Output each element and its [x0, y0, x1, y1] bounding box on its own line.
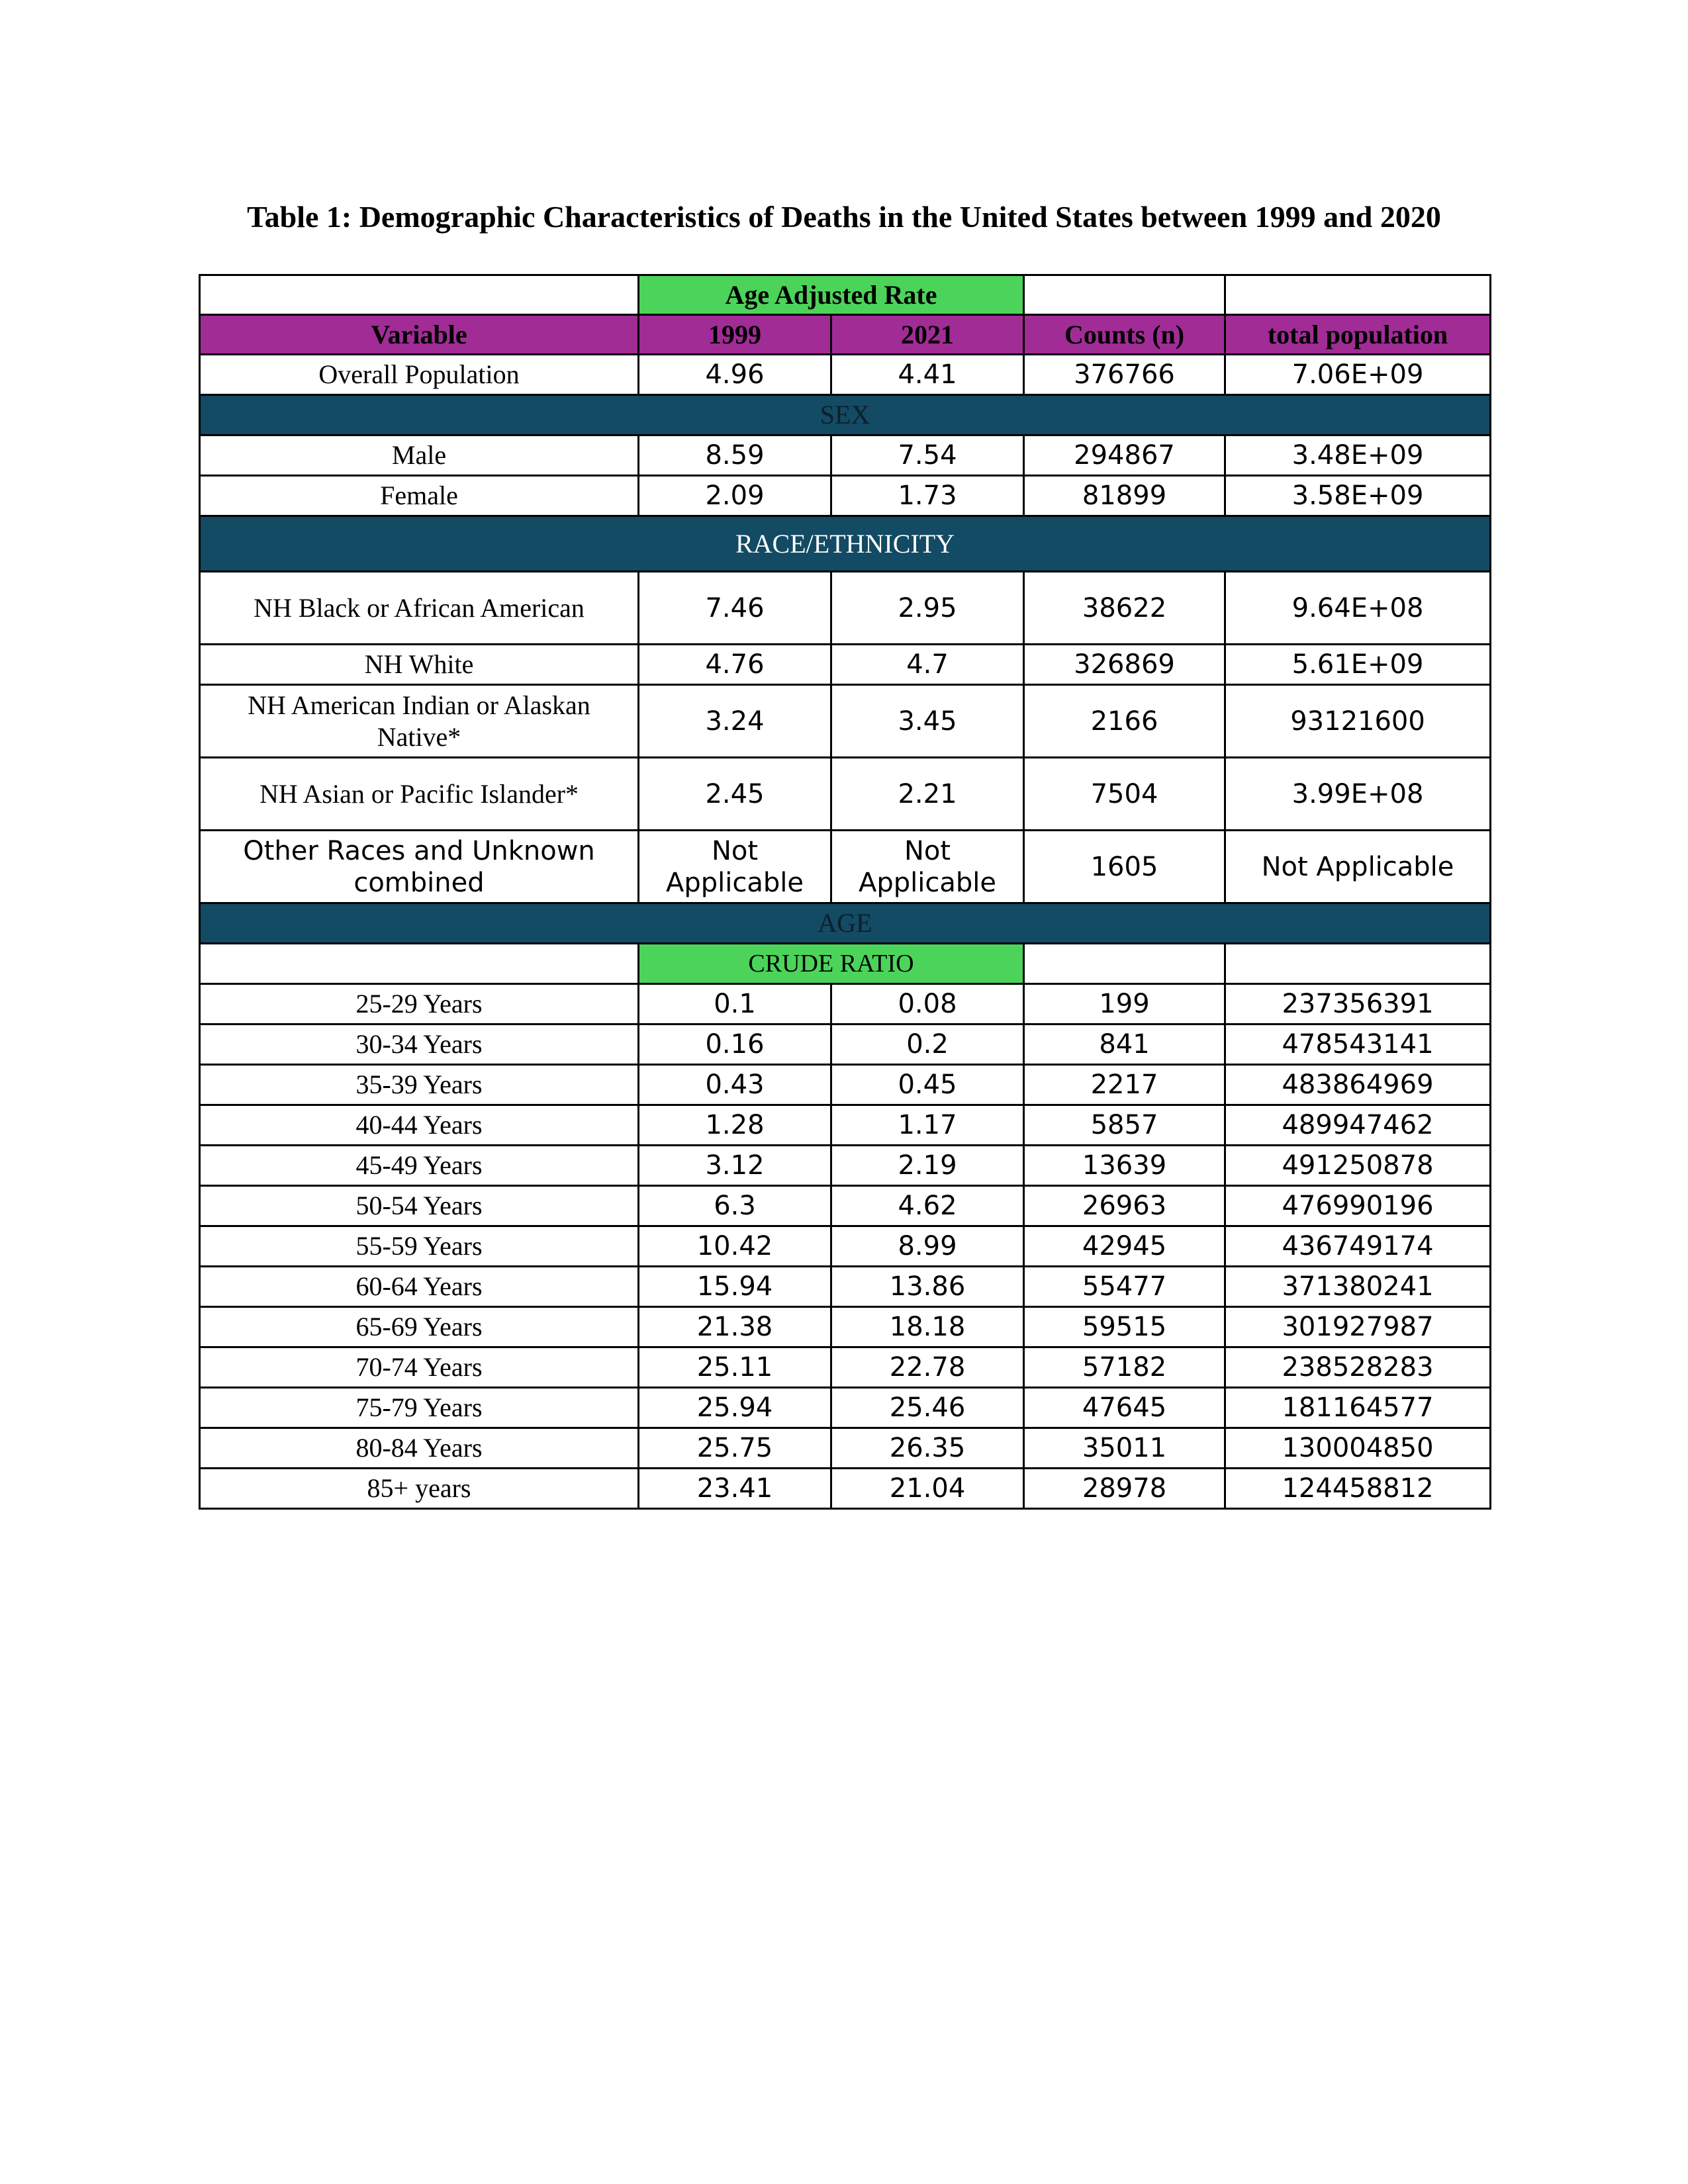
row-label: 25-29 Years — [200, 984, 639, 1024]
count: 38622 — [1024, 572, 1225, 645]
count: 5857 — [1024, 1105, 1225, 1146]
rate-2021: 0.45 — [831, 1065, 1024, 1105]
count: 42945 — [1024, 1226, 1225, 1267]
table-row — [200, 572, 1491, 645]
table-row — [200, 1469, 1491, 1509]
count: 294867 — [1024, 435, 1225, 476]
table-row — [200, 1267, 1491, 1307]
section-title: RACE/ETHNICITY — [200, 516, 1491, 572]
total-population: 93121600 — [1225, 685, 1491, 758]
total-population: 124458812 — [1225, 1469, 1491, 1509]
total-population: 476990196 — [1225, 1186, 1491, 1226]
rate-2021: 3.45 — [831, 685, 1024, 758]
table-row — [200, 1065, 1491, 1105]
total-population: 238528283 — [1225, 1347, 1491, 1388]
rate-2021: 21.04 — [831, 1469, 1024, 1509]
section-title: SEX — [200, 395, 1491, 435]
row-label: 30-34 Years — [200, 1024, 639, 1065]
row-label: Overall Population — [200, 355, 639, 395]
total-population: 489947462 — [1225, 1105, 1491, 1146]
rate-2021: 1.17 — [831, 1105, 1024, 1146]
rate-2021: 4.62 — [831, 1186, 1024, 1226]
count: 57182 — [1024, 1347, 1225, 1388]
count: 59515 — [1024, 1307, 1225, 1347]
section-title: AGE — [200, 903, 1491, 944]
total-population: 483864969 — [1225, 1065, 1491, 1105]
column-header-1999: 1999 — [639, 315, 831, 355]
age-adjusted-rate-header: Age Adjusted Rate — [639, 275, 1024, 315]
count: 7504 — [1024, 758, 1225, 831]
row-label: 50-54 Years — [200, 1186, 639, 1226]
table-row — [200, 685, 1491, 758]
count: 2166 — [1024, 685, 1225, 758]
rate-1999: 3.12 — [639, 1146, 831, 1186]
total-population: 5.61E+09 — [1225, 645, 1491, 685]
rate-2021: 4.41 — [831, 355, 1024, 395]
row-label: 35-39 Years — [200, 1065, 639, 1105]
table-row — [200, 1347, 1491, 1388]
column-header-2021: 2021 — [831, 315, 1024, 355]
row-label: 80-84 Years — [200, 1428, 639, 1469]
row-label: 65-69 Years — [200, 1307, 639, 1347]
rate-1999: 0.16 — [639, 1024, 831, 1065]
table-title: Table 1: Demographic Characteristics of Deaths in the United States between 1999 and 2020 — [247, 200, 1441, 234]
row-label: 60-64 Years — [200, 1267, 639, 1307]
count: 2217 — [1024, 1065, 1225, 1105]
total-population: 436749174 — [1225, 1226, 1491, 1267]
total-population: 181164577 — [1225, 1388, 1491, 1428]
table-row — [200, 831, 1491, 903]
rate-2021: 26.35 — [831, 1428, 1024, 1469]
table-row — [200, 1226, 1491, 1267]
count: 376766 — [1024, 355, 1225, 395]
rate-2021: 18.18 — [831, 1307, 1024, 1347]
column-header-row — [200, 315, 1491, 355]
section-header-race — [200, 516, 1491, 572]
count: 1605 — [1024, 831, 1225, 903]
total-population: 3.99E+08 — [1225, 758, 1491, 831]
empty-cell — [1225, 275, 1491, 315]
rate-2021: 2.19 — [831, 1146, 1024, 1186]
rate-1999: 25.94 — [639, 1388, 831, 1428]
rate-1999: 1.28 — [639, 1105, 831, 1146]
count: 326869 — [1024, 645, 1225, 685]
rate-1999: 15.94 — [639, 1267, 831, 1307]
total-population: 9.64E+08 — [1225, 572, 1491, 645]
rate-1999: 0.1 — [639, 984, 831, 1024]
rate-1999: Not Applicable — [639, 831, 831, 903]
row-label: NH White — [200, 645, 639, 685]
rate-2021: 8.99 — [831, 1226, 1024, 1267]
total-population: 478543141 — [1225, 1024, 1491, 1065]
row-label: Other Races and Unknown combined — [200, 831, 639, 903]
count: 81899 — [1024, 476, 1225, 516]
table-row — [200, 1307, 1491, 1347]
rate-2021: 7.54 — [831, 435, 1024, 476]
rate-2021: 4.7 — [831, 645, 1024, 685]
demographics-table — [199, 274, 1491, 1510]
total-population: 237356391 — [1225, 984, 1491, 1024]
row-label: 85+ years — [200, 1469, 639, 1509]
rate-2021: 25.46 — [831, 1388, 1024, 1428]
table-row — [200, 758, 1491, 831]
count: 28978 — [1024, 1469, 1225, 1509]
overall-row — [200, 355, 1491, 395]
row-label: NH American Indian or Alaskan Native* — [200, 685, 639, 758]
rate-1999: 8.59 — [639, 435, 831, 476]
table-row — [200, 645, 1491, 685]
total-population: 130004850 — [1225, 1428, 1491, 1469]
count: 13639 — [1024, 1146, 1225, 1186]
table-row — [200, 1186, 1491, 1226]
table-row — [200, 1388, 1491, 1428]
rate-1999: 4.96 — [639, 355, 831, 395]
column-header-counts: Counts (n) — [1024, 315, 1225, 355]
empty-cell — [1024, 944, 1225, 984]
count: 199 — [1024, 984, 1225, 1024]
total-population: 3.58E+09 — [1225, 476, 1491, 516]
rate-2021: 0.2 — [831, 1024, 1024, 1065]
row-label: NH Black or African American — [200, 572, 639, 645]
rate-1999: 21.38 — [639, 1307, 831, 1347]
row-label: Female — [200, 476, 639, 516]
section-header-sex — [200, 395, 1491, 435]
table-row — [200, 1105, 1491, 1146]
group-header-row — [200, 275, 1491, 315]
count: 841 — [1024, 1024, 1225, 1065]
total-population: 7.06E+09 — [1225, 355, 1491, 395]
table-row — [200, 1146, 1491, 1186]
rate-1999: 2.45 — [639, 758, 831, 831]
crude-ratio-header: CRUDE RATIO — [639, 944, 1024, 984]
column-header-total-population: total population — [1225, 315, 1491, 355]
rate-2021: 2.21 — [831, 758, 1024, 831]
rate-1999: 25.75 — [639, 1428, 831, 1469]
column-header-variable: Variable — [200, 315, 639, 355]
count: 55477 — [1024, 1267, 1225, 1307]
empty-cell — [1225, 944, 1491, 984]
table-row — [200, 476, 1491, 516]
table-row — [200, 984, 1491, 1024]
table-row — [200, 1024, 1491, 1065]
total-population: Not Applicable — [1225, 831, 1491, 903]
age-rows — [200, 984, 1491, 1509]
empty-cell — [200, 275, 639, 315]
total-population: 301927987 — [1225, 1307, 1491, 1347]
rate-1999: 6.3 — [639, 1186, 831, 1226]
row-label: 75-79 Years — [200, 1388, 639, 1428]
rate-1999: 7.46 — [639, 572, 831, 645]
rate-2021: 1.73 — [831, 476, 1024, 516]
rate-2021: 22.78 — [831, 1347, 1024, 1388]
table-row — [200, 1428, 1491, 1469]
empty-cell — [1024, 275, 1225, 315]
row-label: Male — [200, 435, 639, 476]
count: 47645 — [1024, 1388, 1225, 1428]
table-row — [200, 435, 1491, 476]
row-label: NH Asian or Pacific Islander* — [200, 758, 639, 831]
total-population: 491250878 — [1225, 1146, 1491, 1186]
row-label: 45-49 Years — [200, 1146, 639, 1186]
rate-2021: Not Applicable — [831, 831, 1024, 903]
rate-1999: 10.42 — [639, 1226, 831, 1267]
rate-1999: 0.43 — [639, 1065, 831, 1105]
rate-2021: 13.86 — [831, 1267, 1024, 1307]
rate-1999: 23.41 — [639, 1469, 831, 1509]
rate-2021: 0.08 — [831, 984, 1024, 1024]
total-population: 3.48E+09 — [1225, 435, 1491, 476]
rate-1999: 2.09 — [639, 476, 831, 516]
rate-2021: 2.95 — [831, 572, 1024, 645]
section-header-age — [200, 903, 1491, 944]
count: 35011 — [1024, 1428, 1225, 1469]
row-label: 70-74 Years — [200, 1347, 639, 1388]
crude-ratio-header-row — [200, 944, 1491, 984]
rate-1999: 4.76 — [639, 645, 831, 685]
row-label: 40-44 Years — [200, 1105, 639, 1146]
rate-1999: 25.11 — [639, 1347, 831, 1388]
empty-cell — [200, 944, 639, 984]
total-population: 371380241 — [1225, 1267, 1491, 1307]
row-label: 55-59 Years — [200, 1226, 639, 1267]
rate-1999: 3.24 — [639, 685, 831, 758]
count: 26963 — [1024, 1186, 1225, 1226]
